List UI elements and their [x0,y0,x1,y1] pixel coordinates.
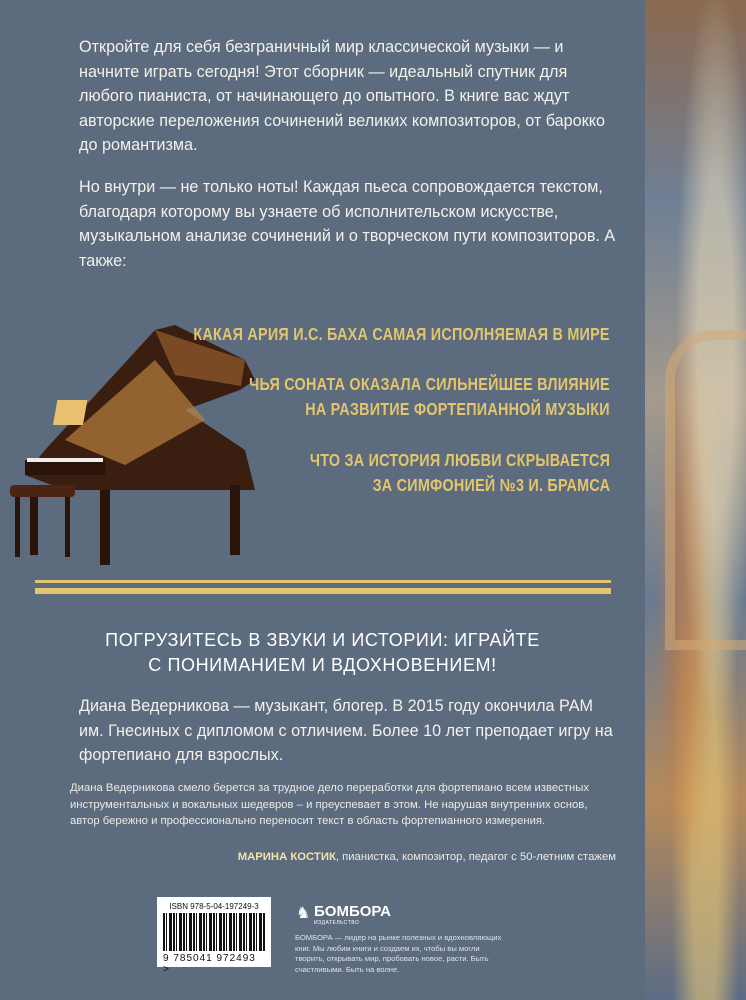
publisher-description: БОМБОРА — лидер на рынке полезных и вдохновляющих книг. Мы любим книги и создаем их, чтобы вы могли творить, открывать мир, пробовать новое, расти. Быть счастливыми. Быть на волне. [295,933,502,975]
barcode-number: 9 785041 972493 > [163,953,256,975]
author-bio: Диана Ведерникова — музыкант, блогер. В 2015 году окончила РАМ им. Гнесиных с дипломом с отличием. Более 10 лет преподает игру на фортепиано для взрослых. [79,697,613,764]
intro-paragraph-1: Откройте для себя безграничный мир классической музыки — и начните играть сегодня! Этот сборник — идеальный спутник для любого пианиста, от начинающего до опытного. В книге вас ждут авторские переложения сочинений великих композиторов, от барокко до романтизма. [79,38,606,154]
isbn-text: ISBN 978-5-04-197249-3 [169,902,259,911]
publisher-logo: ♞ БОМБОРА ИЗДАТЕЛЬСТВО [296,903,391,926]
divider-thick [35,588,611,594]
intro-paragraph-2: Но внутри — не только ноты! Каждая пьеса сопровождается текстом, благодаря которому вы узнаете об исполнительском искусстве, музыкальном анализе сочинений и о творческом пути композиторов. А также: [79,178,616,270]
review-author: МАРИНА КОСТИК, пианистка, композитор, педагог с 50-летним стажем [237,851,616,863]
divider-thin [35,580,611,583]
highlight-1: КАКАЯ АРИЯ И.С. БАХА САМАЯ ИСПОЛНЯЕМАЯ В МИРЕ [193,324,610,344]
highlight-2: ЧЬЯ СОНАТА ОКАЗАЛА СИЛЬНЕЙШЕЕ ВЛИЯНИЕ НА РАЗВИТИЕ ФОРТЕПИАННОЙ МУЗЫКИ [249,374,610,419]
isbn-barcode [157,897,271,975]
slogan: ПОГРУЗИТЕСЬ В ЗВУКИ И ИСТОРИИ: ИГРАЙТЕ С ПОНИМАНИЕМ И ВДОХНОВЕНИЕМ! [105,630,540,675]
painting-arch [665,330,746,650]
highlight-3: ЧТО ЗА ИСТОРИЯ ЛЮБВИ СКРЫВАЕТСЯ ЗА СИМФОНИЕЙ №3 И. БРАМСА [309,450,610,495]
review-quote: Диана Ведерникова смело берется за трудное дело переработки для фортепиано всем известных инструментальных и вокальных шедевров – и преуспевает в этом. Не нарушая внутренних основ, автор бережно и профессионально переносит текст в область фортепианного измерения. [70,782,589,827]
barcode-bars [163,913,265,951]
publisher-logo-icon: ♞ [296,905,311,922]
